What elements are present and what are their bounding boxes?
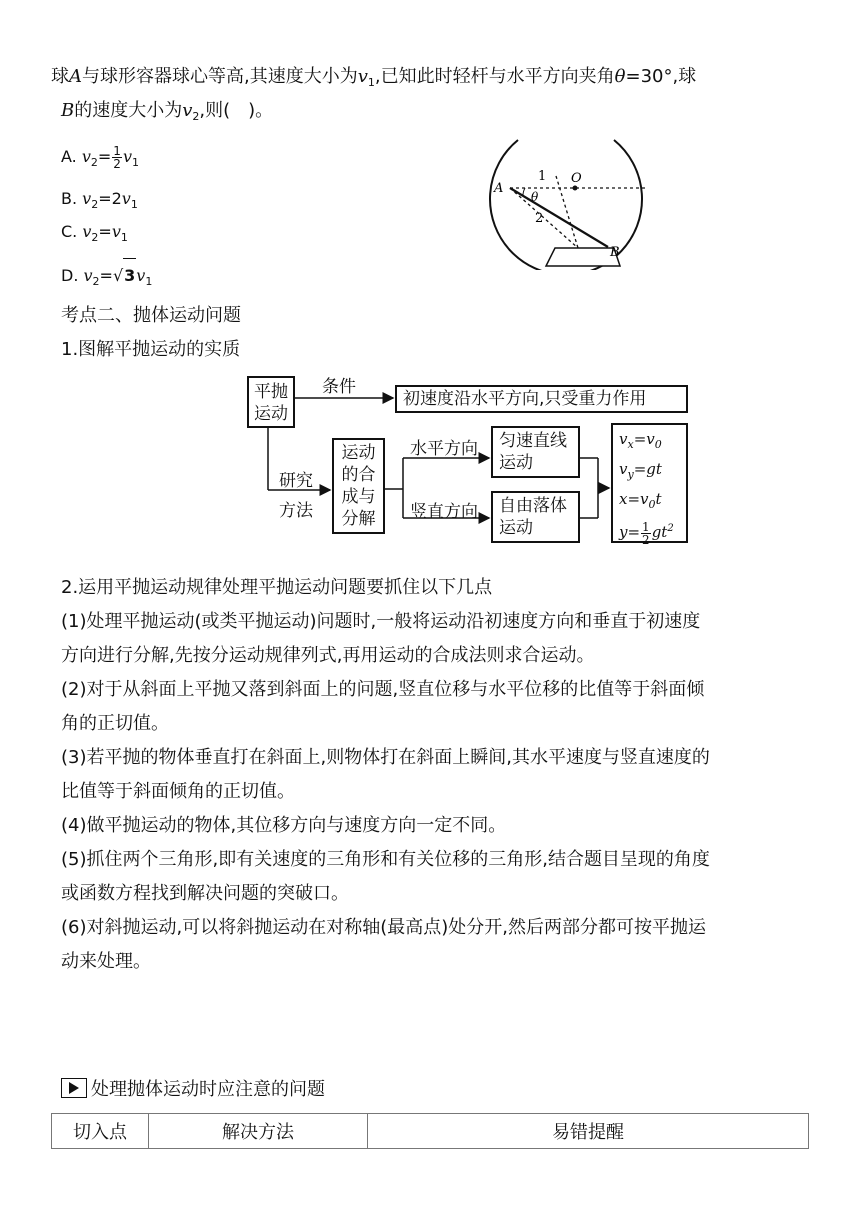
- paragraph-line: (2)对于从斜面上平抛又落到斜面上的问题,竖直位移与水平位移的比值等于斜面倾: [61, 679, 705, 700]
- subscript: 2: [92, 275, 100, 288]
- label-a: A: [494, 181, 504, 196]
- header-mistake-reminder: 易错提醒: [368, 1114, 809, 1149]
- text: ,已知此时轻杆与水平方向夹角: [374, 66, 615, 87]
- subscript: 0: [648, 498, 656, 511]
- equals: =2: [98, 189, 122, 208]
- sym: v: [619, 460, 628, 478]
- formula-vy: [619, 457, 686, 487]
- v-symbol: v: [357, 66, 368, 87]
- subscript: 1: [120, 231, 128, 244]
- label-vertical: 竖直方向: [410, 502, 478, 522]
- sym: v: [619, 430, 628, 448]
- table-header-row: [52, 1114, 809, 1149]
- option-label: C.: [61, 222, 78, 241]
- paragraph-line: (6)对斜抛运动,可以将斜抛运动在对称轴(最高点)处分开,然后两部分都可按平抛运: [61, 917, 706, 938]
- play-icon: [61, 1078, 87, 1098]
- item-1-title: 1.图解平抛运动的实质: [61, 339, 241, 360]
- subscript: x: [627, 438, 634, 451]
- ball-a-label: A: [69, 66, 82, 87]
- radicand: 3: [123, 258, 136, 293]
- fraction: [641, 521, 651, 546]
- label-condition: 条件: [322, 377, 356, 397]
- formula-vx: [619, 427, 686, 457]
- subscript: 2: [91, 231, 99, 244]
- v-symbol: v: [82, 189, 92, 208]
- box-line: 自由落体: [499, 496, 567, 516]
- subscript: 2: [192, 110, 200, 123]
- ball-b-label: B: [61, 100, 75, 121]
- subscript: y: [627, 468, 634, 481]
- notice-table: [51, 1113, 809, 1149]
- v-symbol: v: [182, 100, 193, 121]
- v-symbol: v: [111, 222, 121, 241]
- item-2-body: [61, 605, 710, 979]
- text: ,则( )。: [199, 100, 274, 121]
- label-method: 方法: [279, 501, 313, 521]
- box-projectile: [247, 376, 295, 428]
- box-uniform-motion: [491, 426, 580, 478]
- box-line: 分解: [341, 509, 376, 529]
- notice-title: 处理抛体运动时应注意的问题: [91, 1079, 325, 1100]
- subscript: 1: [130, 198, 138, 211]
- equals: =: [97, 147, 112, 166]
- denominator: 2: [642, 532, 650, 547]
- label-o: O: [571, 171, 582, 186]
- paragraph-line: (3)若平抛的物体垂直打在斜面上,则物体打在斜面上瞬间,其水平速度与竖直速度的: [61, 747, 710, 768]
- subscript: 1: [145, 275, 153, 288]
- paragraph-line: 或函数方程找到解决问题的突破口。: [61, 883, 349, 904]
- paragraph-line: 方向进行分解,先按分运动规律列式,再用运动的合成法则求合运动。: [61, 645, 595, 666]
- subscript: 1: [367, 76, 375, 89]
- box-free-fall: [491, 491, 580, 543]
- box-line: 运动: [499, 453, 533, 473]
- denominator: 2: [113, 157, 121, 171]
- equals: =: [98, 222, 112, 241]
- label-2: 2: [535, 211, 544, 226]
- v-symbol: v: [81, 147, 91, 166]
- section-title: 考点二、抛体运动问题: [61, 305, 241, 326]
- v-symbol: v: [122, 147, 132, 166]
- paragraph-line: (5)抓住两个三角形,即有关速度的三角形和有关位移的三角形,结合题目呈现的角度: [61, 849, 710, 870]
- subscript: 0: [654, 438, 662, 451]
- box-line: 运动: [254, 404, 288, 424]
- text: 球: [51, 66, 69, 87]
- sqrt-sign: =√: [99, 266, 124, 285]
- sym: t: [655, 490, 662, 508]
- text: =30°,球: [625, 66, 697, 87]
- theta-symbol: θ: [614, 66, 626, 87]
- v-symbol: v: [121, 189, 131, 208]
- box-line: 的合: [341, 465, 376, 485]
- numerator: 1: [113, 144, 121, 158]
- text: 的速度大小为: [74, 100, 183, 121]
- header-solution: 解决方法: [149, 1114, 368, 1149]
- sym: =gt: [633, 460, 662, 478]
- box-line: 平抛: [254, 382, 288, 402]
- box-formulas: [611, 423, 688, 547]
- paragraph-line: (1)处理平抛运动(或类平抛运动)问题时,一般将运动沿初速度方向和垂直于初速度: [61, 611, 701, 632]
- formula-y: [619, 517, 686, 546]
- sym: gt: [651, 523, 668, 541]
- option-label: B.: [61, 189, 78, 208]
- numerator: 1: [642, 519, 650, 534]
- subscript: 1: [131, 156, 139, 169]
- superscript: 2: [667, 523, 674, 534]
- paragraph-line: 角的正切值。: [61, 713, 169, 734]
- paragraph-line: 动来处理。: [61, 951, 151, 972]
- box-line: 运动: [499, 518, 533, 538]
- v-symbol: v: [82, 222, 92, 241]
- flowchart-connectors: [0, 0, 860, 560]
- box-line: 匀速直线: [499, 431, 567, 451]
- formula-x: [619, 487, 686, 517]
- label-b: B: [610, 245, 620, 260]
- sym: x=v: [619, 490, 649, 508]
- notice-heading: [61, 1076, 325, 1100]
- label-1: 1: [538, 169, 547, 184]
- box-condition: 初速度沿水平方向,只受重力作用: [395, 385, 688, 413]
- text: 与球形容器球心等高,其速度大小为: [82, 66, 358, 87]
- sym: y=: [619, 523, 641, 541]
- v-symbol: v: [136, 266, 146, 285]
- sym: =v: [633, 430, 655, 448]
- v-symbol: v: [83, 266, 93, 285]
- box-line: 成与: [341, 487, 376, 507]
- subscript: 2: [90, 156, 98, 169]
- box-composition: [332, 438, 385, 534]
- subscript: 2: [91, 198, 99, 211]
- paragraph-line: 比值等于斜面倾角的正切值。: [61, 781, 295, 802]
- box-line: 运动: [341, 443, 376, 463]
- label-horizontal: 水平方向: [410, 439, 478, 459]
- paragraph-line: (4)做平抛运动的物体,其位移方向与速度方向一定不同。: [61, 815, 507, 836]
- label-theta: θ: [531, 190, 539, 204]
- label-research: 研究: [279, 471, 313, 491]
- option-label: A.: [61, 147, 77, 166]
- header-entry-point: 切入点: [52, 1114, 149, 1149]
- item-2-title: 2.运用平抛运动规律处理平抛运动问题要抓住以下几点: [61, 577, 493, 598]
- option-label: D.: [61, 266, 79, 285]
